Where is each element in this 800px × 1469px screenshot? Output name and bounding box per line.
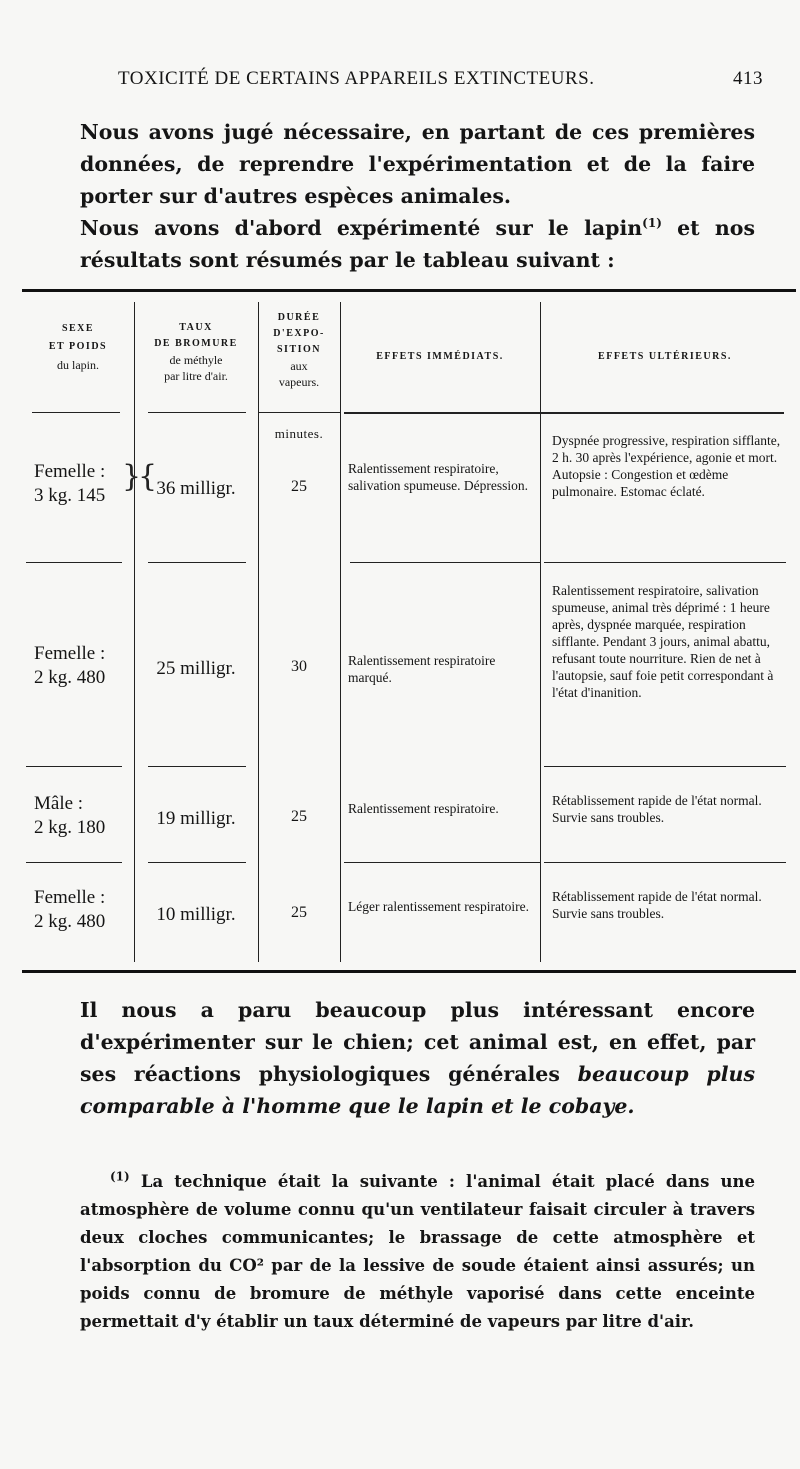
running-title: TOXICITÉ DE CERTAINS APPAREILS EXTINCTEURS. — [118, 68, 595, 89]
duration-unit-label: minutes. — [274, 426, 324, 441]
header-effets-ulterieurs: EFFETS ULTÉRIEURS. — [598, 351, 732, 362]
table-row-4-ulterieurs: Rétablissement rapide de l'état normal. Survie sans troubles. — [552, 889, 762, 921]
intro-text-second: Nous avons d'abord expérimenté sur le lapin — [80, 216, 643, 240]
table-row-2-duree: 30 — [291, 658, 307, 675]
header-text: DURÉE — [277, 312, 321, 323]
poids-text: 2 kg. 480 — [34, 667, 106, 688]
table-row-3-duree: 25 — [291, 808, 307, 825]
table-row-3-taux: 19 milligr. — [156, 808, 236, 829]
header-text: DE BROMURE — [154, 338, 238, 349]
row-divider — [258, 412, 340, 413]
table-row-4-duree: 25 — [291, 904, 307, 921]
brace-icon: } — [122, 459, 142, 494]
row-divider — [544, 862, 786, 863]
intro-text-first: Nous avons jugé nécessaire, en partant de ces premières données, de reprendre l'expérimentation et de la faire porter sur d'autres espèces animales. — [80, 120, 755, 208]
row-divider — [344, 412, 784, 414]
conclusion-text: Il nous a paru beaucoup plus intéressant encore d'expérimenter sur le chien; cet animal est, en effet, par ses réactions physiologiques générales — [80, 998, 755, 1086]
row-divider — [544, 766, 786, 767]
table-row-2-ulterieurs: Ralentissement respiratoire, salivation spumeuse, animal très déprimé : 1 heure après, dyspnée marquée, respiration sifflante. Pendant 3 jours, animal abattu, refusant toute nourriture. Rien de net à l'autopsie, sauf foie petit correspondant à l'état d'inanition. — [552, 583, 774, 700]
table-row-1-sexe — [34, 460, 134, 508]
header-taux — [134, 320, 258, 384]
header-text: SITION — [276, 344, 321, 355]
footnote-marker: (1) — [110, 1169, 130, 1184]
row-divider — [26, 766, 122, 767]
header-text: SEXE — [61, 323, 95, 334]
intro-text-third: et nos résultats sont résumés par le tableau suivant : — [80, 216, 755, 272]
table-row-4-sexe — [34, 886, 134, 934]
header-text: du lapin. — [57, 358, 99, 372]
row-divider — [26, 562, 122, 563]
sexe-text: Femelle : — [34, 643, 106, 664]
footnote-text: La technique était la suivante : l'animal était placé dans une atmosphère de volume connu qu'un ventilateur faisait circuler à travers deux cloches communicantes; le brassage de cette atmosphère et l'absorption du CO² par de la lessive de soude étaient ainsi assurés; un poids connu de bromure de méthyle vaporisé dans cette enceinte permettait d'y établir un taux déterminé de vapeurs par litre d'air. — [80, 1172, 755, 1331]
sexe-text: Femelle : — [34, 887, 106, 908]
table-row-3-ulterieurs: Rétablissement rapide de l'état normal. Survie sans troubles. — [552, 793, 762, 825]
row-divider — [148, 562, 246, 563]
table-row-4-taux: 10 milligr. — [156, 904, 236, 925]
header-text: D'EXPO- — [273, 328, 325, 339]
header-duree — [258, 310, 340, 390]
row-divider — [344, 862, 540, 863]
conclusion-emphasis: beaucoup plus comparable à l'homme que le lapin et le cobaye. — [80, 1062, 756, 1118]
header-effets-immediats: EFFETS IMMÉDIATS. — [376, 351, 504, 362]
header-text: de méthyle — [169, 353, 223, 367]
table-row-1-ulterieurs: Dyspnée progressive, respiration sifflante, 2 h. 30 après l'expérience, agonie et mort. Autopsie : Congestion et œdème pulmonaire. Estomac éclaté. — [552, 433, 781, 499]
row-divider — [26, 862, 122, 863]
poids-text: 3 kg. 145 — [34, 485, 106, 506]
column-divider — [340, 302, 341, 962]
header-text: TAUX — [179, 322, 213, 333]
table-row-1-taux: 36 milligr. — [156, 478, 236, 499]
table-row-1-duree: 25 — [291, 478, 307, 495]
intro-paragraph — [80, 116, 755, 276]
row-divider — [148, 412, 246, 413]
header-text: par litre d'air. — [164, 369, 228, 383]
table-row-2-taux: 25 milligr. — [156, 658, 236, 679]
table-row-3-sexe — [34, 792, 134, 840]
column-divider — [258, 302, 259, 962]
poids-text: 2 kg. 480 — [34, 911, 106, 932]
header-sexe-poids — [22, 320, 134, 374]
header-text: ET POIDS — [48, 341, 108, 352]
row-divider — [148, 766, 246, 767]
header-text: aux — [290, 359, 308, 373]
table-row-3-immediats: Ralentissement respiratoire. — [348, 801, 499, 816]
sexe-text: Mâle : — [34, 793, 84, 814]
brace-icon: { — [138, 459, 158, 494]
page-number: 413 — [733, 68, 763, 89]
table-row-4-immediats: Léger ralentissement respiratoire. — [348, 899, 530, 914]
row-divider — [350, 562, 540, 563]
row-divider — [544, 562, 786, 563]
column-divider — [134, 302, 135, 962]
column-divider — [540, 302, 541, 962]
row-divider — [148, 862, 246, 863]
table-row-1-immediats: Ralentissement respiratoire, salivation spumeuse. Dépression. — [348, 461, 528, 493]
table-row-2-immediats: Ralentissement respiratoire marqué. — [348, 653, 496, 685]
poids-text: 2 kg. 180 — [34, 817, 106, 838]
footnote-reference[interactable]: (1) — [642, 216, 662, 231]
header-text: vapeurs. — [278, 375, 320, 389]
footnote — [80, 1168, 755, 1336]
conclusion-paragraph — [80, 994, 755, 1122]
results-table — [22, 289, 796, 973]
row-divider — [32, 412, 120, 413]
sexe-text: Femelle : — [34, 461, 106, 482]
table-row-2-sexe — [34, 642, 134, 690]
running-header — [118, 68, 763, 90]
